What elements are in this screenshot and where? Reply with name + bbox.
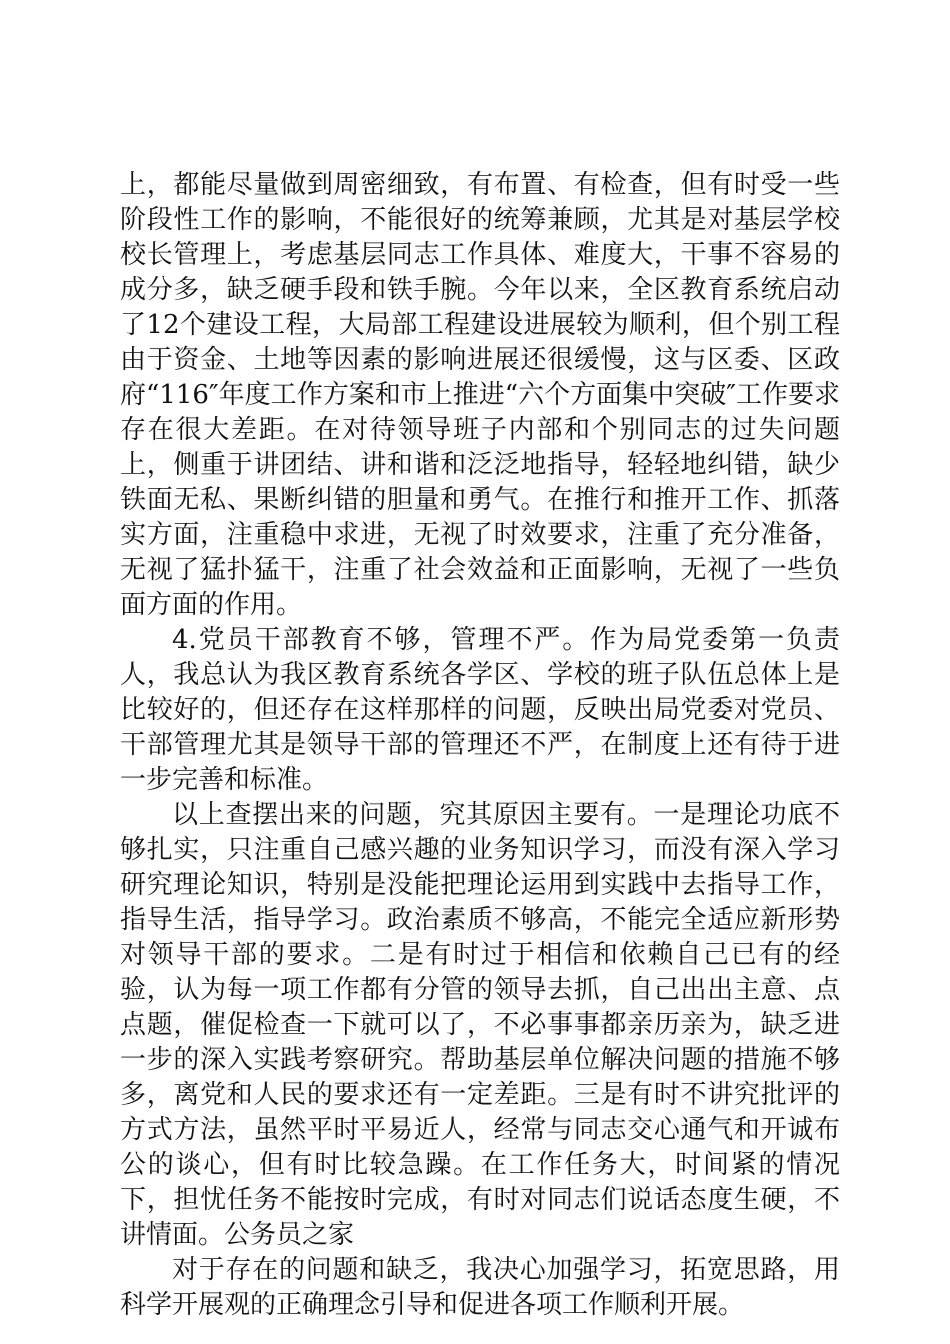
paragraph-resolution: 对于存在的问题和缺乏，我决心加强学习，拓宽思路，用科学开展观的正确理念引导和促进各项工作顺利开展。 [120, 1255, 840, 1320]
paragraph-root-causes: 以上查摆出来的问题，究其原因主要有。一是理论功底不够扎实，只注重自己感兴趣的业务知识学习，而没有深入学习研究理论知识，特别是没能把理论运用到实践中去指导工作，指导生活，指导学习。政治素质不够高，不能完全适应新形势对领导干部的要求。二是有时过于相信和依赖自己已有的经验，认为每一项工作都有分管的领导去抓，自己出出主意、点点题，催促检查一下就可以了，不必事事都亲历亲为，缺乏进一步的深入实践考察研究。帮助基层单位解决问题的措施不够多，离党和人民的要求还有一定差距。三是有时不讲究批评的方式方法，虽然平时平易近人，经常与同志交心通气和开诚布公的谈心，但有时比较急躁。在工作任务大，时间紧的情况下，担忧任务不能按时完成，有时对同志们说话态度生硬，不讲情面。公务员之家 [120, 800, 840, 1250]
paragraph-continuation: 上，都能尽量做到周密细致，有布置、有检查，但有时受一些阶段性工作的影响，不能很好的统筹兼顾，尤其是对基层学校校长管理上，考虑基层同志工作具体、难度大，干事不容易的成分多，缺乏硬手段和铁手腕。今年以来，全区教育系统启动了12个建设工程，大局部工程建设进展较为顺利，但个别工程由于资金、土地等因素的影响进展还很缓慢，这与区委、区政府“116″年度工作方案和市上推进“六个方面集中突破″工作要求存在很大差距。在对待领导班子内部和个别同志的过失问题上，侧重于讲团结、讲和谐和泛泛地指导，轻轻地纠错，缺少铁面无私、果断纠错的胆量和勇气。在推行和推开工作、抓落实方面，注重稳中求进，无视了时效要求，注重了充分准备，无视了猛扑猛干，注重了社会效益和正面影响，无视了一些负面方面的作用。 [120, 170, 840, 620]
paragraph-party-education: 4.党员干部教育不够，管理不严。作为局党委第一负责人，我总认为我区教育系统各学区、学校的班子队伍总体上是比较好的，但还存在这样那样的问题，反映出局党委对党员、干部管理尤其是领导干部的管理还不严，在制度上还有待于进一步完善和标准。 [120, 625, 840, 795]
document-body [120, 168, 840, 1323]
